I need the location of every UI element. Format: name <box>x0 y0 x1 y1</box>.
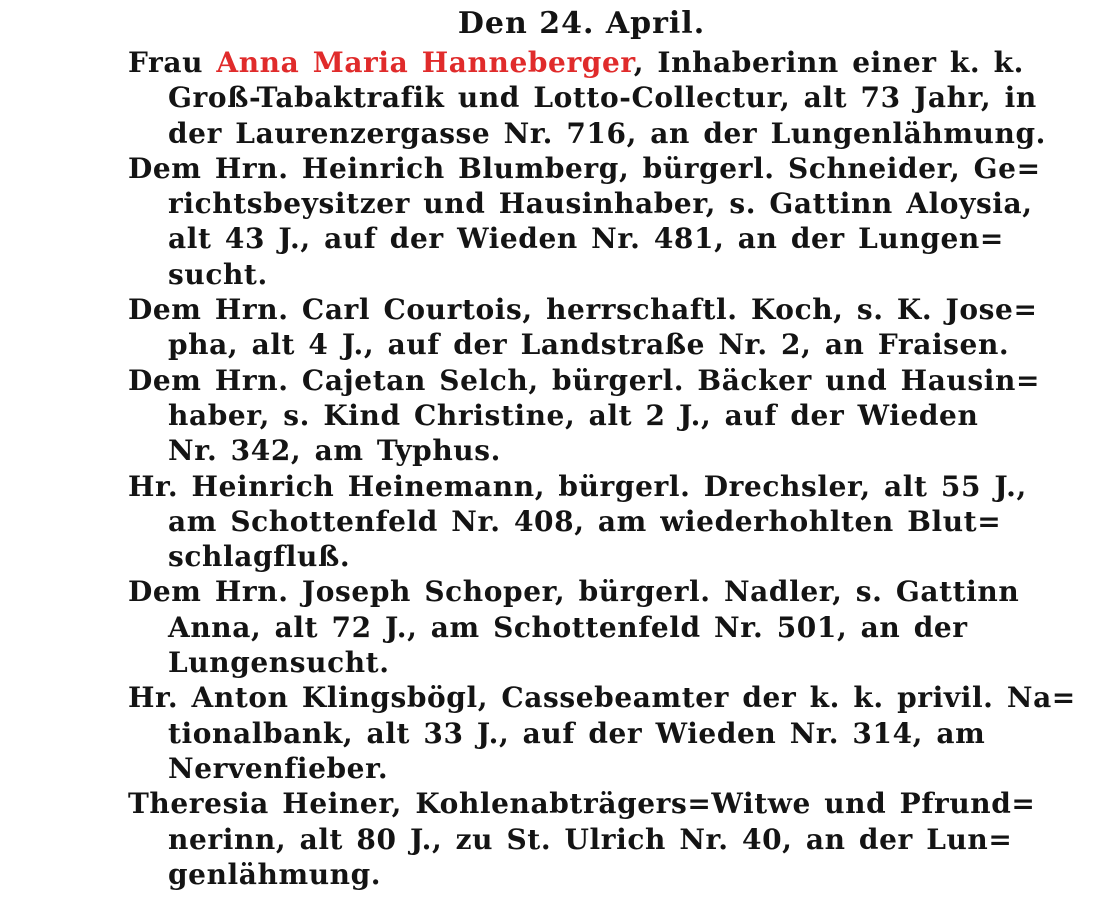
register-entry <box>128 786 1036 892</box>
entry-line: Theresia Heiner, Kohlenabträgers=Witwe und Pfrund= <box>128 787 1036 821</box>
entry-line: Dem Hrn. Carl Courtois, herrschaftl. Koch, s. K. Jose= <box>128 293 1038 327</box>
entry-suffix: , Inhaberinn einer k. k. <box>633 46 1024 79</box>
entry-line: alt 43 J., auf der Wieden Nr. 481, an der Lungen= <box>168 222 1004 256</box>
entry-line: genlähmung. <box>168 857 382 891</box>
entry-line: nerinn, alt 80 J., zu St. Ulrich Nr. 40, an der Lun= <box>168 822 1013 856</box>
entry-line: Dem Hrn. Joseph Schoper, bürgerl. Nadler, s. Gattinn <box>128 575 1020 609</box>
register-entry <box>128 363 1041 469</box>
date-heading: Den 24. April. <box>457 6 706 41</box>
register-entry <box>128 45 1046 151</box>
entry-line: der Laurenzergasse Nr. 716, an der Lungenlähmung. <box>168 116 1046 150</box>
entry-line: Groß-Tabaktrafik und Lotto-Collectur, alt 73 Jahr, in <box>168 81 1037 115</box>
entry-line: Hr. Anton Klingsbögl, Cassebeamter der k. k. privil. Na= <box>128 681 1076 715</box>
entry-line: Hr. Heinrich Heinemann, bürgerl. Drechsler, alt 55 J., <box>128 469 1027 503</box>
entry-line: Anna, alt 72 J., am Schottenfeld Nr. 501, an der <box>168 610 968 644</box>
entry-line: tionalbank, alt 33 J., auf der Wieden Nr. 314, am <box>168 716 986 750</box>
entry-prefix: Frau <box>128 46 217 79</box>
entry-line: Dem Hrn. Heinrich Blumberg, bürgerl. Schneider, Ge= <box>128 151 1041 185</box>
entry-line: richtsbeysitzer und Hausinhaber, s. Gattinn Aloysia, <box>168 187 1033 221</box>
highlighted-name: Anna Maria Hanneberger <box>216 46 634 79</box>
death-register-list <box>128 45 1076 892</box>
register-entry <box>128 680 1076 786</box>
entry-line: am Schottenfeld Nr. 408, am wiederhohlten Blut= <box>168 504 1002 538</box>
entry-line: Dem Hrn. Cajetan Selch, bürgerl. Bäcker und Hausin= <box>128 363 1041 397</box>
entry-line: Nervenfieber. <box>168 751 389 785</box>
entry-line: schlagfluß. <box>168 540 351 574</box>
entry-line: sucht. <box>168 257 268 291</box>
register-entry <box>128 292 1038 363</box>
entry-line: haber, s. Kind Christine, alt 2 J., auf der Wieden <box>168 398 979 432</box>
register-entry <box>128 469 1027 575</box>
entry-line <box>128 45 1024 80</box>
entry-line: Nr. 342, am Typhus. <box>168 434 501 468</box>
register-entry <box>128 574 1020 680</box>
register-entry <box>128 151 1041 292</box>
entry-line: pha, alt 4 J., auf der Landstraße Nr. 2, an Fraisen. <box>168 328 1010 362</box>
entry-line: Lungensucht. <box>168 646 390 680</box>
